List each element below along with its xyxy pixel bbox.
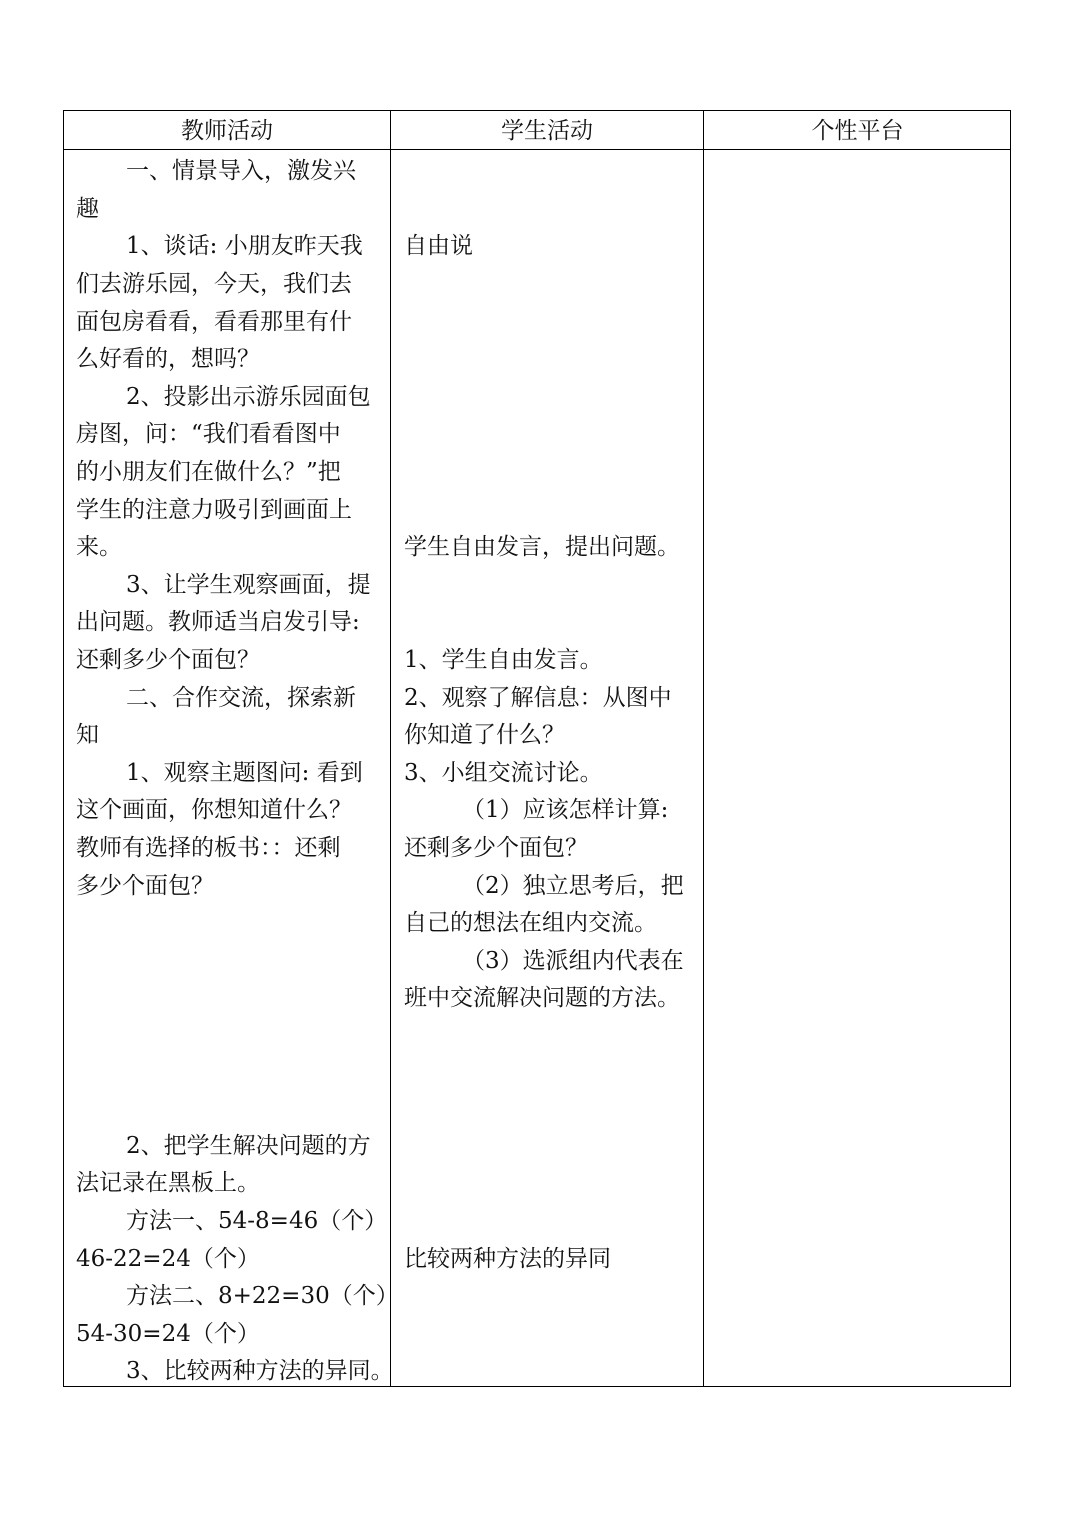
teacher-line: 房图，问：“我们看看图中 bbox=[76, 421, 341, 447]
teacher-line: 方法二、8+22=30（个） bbox=[126, 1283, 399, 1309]
student-line: 学生自由发言，提出问题。 bbox=[404, 534, 680, 560]
student-line: 2、观察了解信息：从图中 bbox=[404, 685, 672, 711]
teacher-line: 1、谈话: 小朋友昨天我 bbox=[126, 233, 363, 259]
student-line: （3）选派组内代表在 bbox=[462, 948, 684, 974]
teacher-line: 趣 bbox=[76, 196, 99, 222]
teacher-line: 这个画面，你想知道什么？ bbox=[76, 797, 352, 823]
teacher-line: 一、情景导入，激发兴 bbox=[126, 158, 356, 184]
column-divider-1 bbox=[390, 111, 391, 1386]
teacher-line: 1、观察主题图问: 看到 bbox=[126, 760, 363, 786]
teacher-line: 方法一、54-8=46（个） bbox=[126, 1208, 388, 1234]
student-line: 自己的想法在组内交流。 bbox=[404, 910, 657, 936]
student-line: （1）应该怎样计算: bbox=[462, 797, 669, 823]
teacher-line: 3、比较两种方法的异同。 bbox=[126, 1358, 394, 1384]
teacher-line: 的小朋友们在做什么？”把 bbox=[76, 459, 341, 485]
student-line: 班中交流解决问题的方法。 bbox=[404, 985, 680, 1011]
teacher-line: 2、把学生解决问题的方 bbox=[126, 1133, 371, 1159]
header-teacher-activity: 教师活动 bbox=[181, 118, 273, 144]
teacher-line: 法记录在黑板上。 bbox=[76, 1170, 260, 1196]
column-divider-2 bbox=[703, 111, 704, 1386]
student-line: 比较两种方法的异同 bbox=[404, 1246, 611, 1272]
teacher-line: 54-30=24（个） bbox=[76, 1321, 260, 1347]
lesson-plan-table bbox=[63, 110, 1011, 1387]
teacher-line: 们去游乐园，今天，我们去 bbox=[76, 271, 352, 297]
teacher-line: 么好看的，想吗？ bbox=[76, 346, 260, 372]
teacher-line: 还剩多少个面包？ bbox=[76, 647, 260, 673]
student-line: （2）独立思考后，把 bbox=[462, 873, 684, 899]
teacher-line: 来。 bbox=[76, 534, 122, 560]
student-line: 自由说 bbox=[404, 233, 473, 259]
teacher-line: 学生的注意力吸引到画面上 bbox=[76, 497, 352, 523]
teacher-line: 2、投影出示游乐园面包 bbox=[126, 384, 371, 410]
teacher-line: 教师有选择的板书：：还剩 bbox=[76, 835, 341, 861]
teacher-line: 知 bbox=[76, 722, 99, 748]
student-line: 3、小组交流讨论。 bbox=[404, 760, 603, 786]
header-divider bbox=[64, 149, 1010, 150]
teacher-line: 3、让学生观察画面，提 bbox=[126, 572, 371, 598]
student-line: 你知道了什么？ bbox=[404, 722, 565, 748]
teacher-line: 多少个面包？ bbox=[76, 873, 214, 899]
student-line: 1、学生自由发言。 bbox=[404, 647, 603, 673]
teacher-line: 面包房看看，看看那里有什 bbox=[76, 309, 352, 335]
teacher-line: 46-22=24（个） bbox=[76, 1246, 260, 1272]
teacher-line: 出问题。教师适当启发引导: bbox=[76, 609, 360, 635]
teacher-line: 二、合作交流，探索新 bbox=[126, 685, 356, 711]
header-personal-platform: 个性平台 bbox=[811, 118, 904, 144]
student-line: 还剩多少个面包？ bbox=[404, 835, 588, 861]
header-student-activity: 学生活动 bbox=[501, 118, 593, 144]
